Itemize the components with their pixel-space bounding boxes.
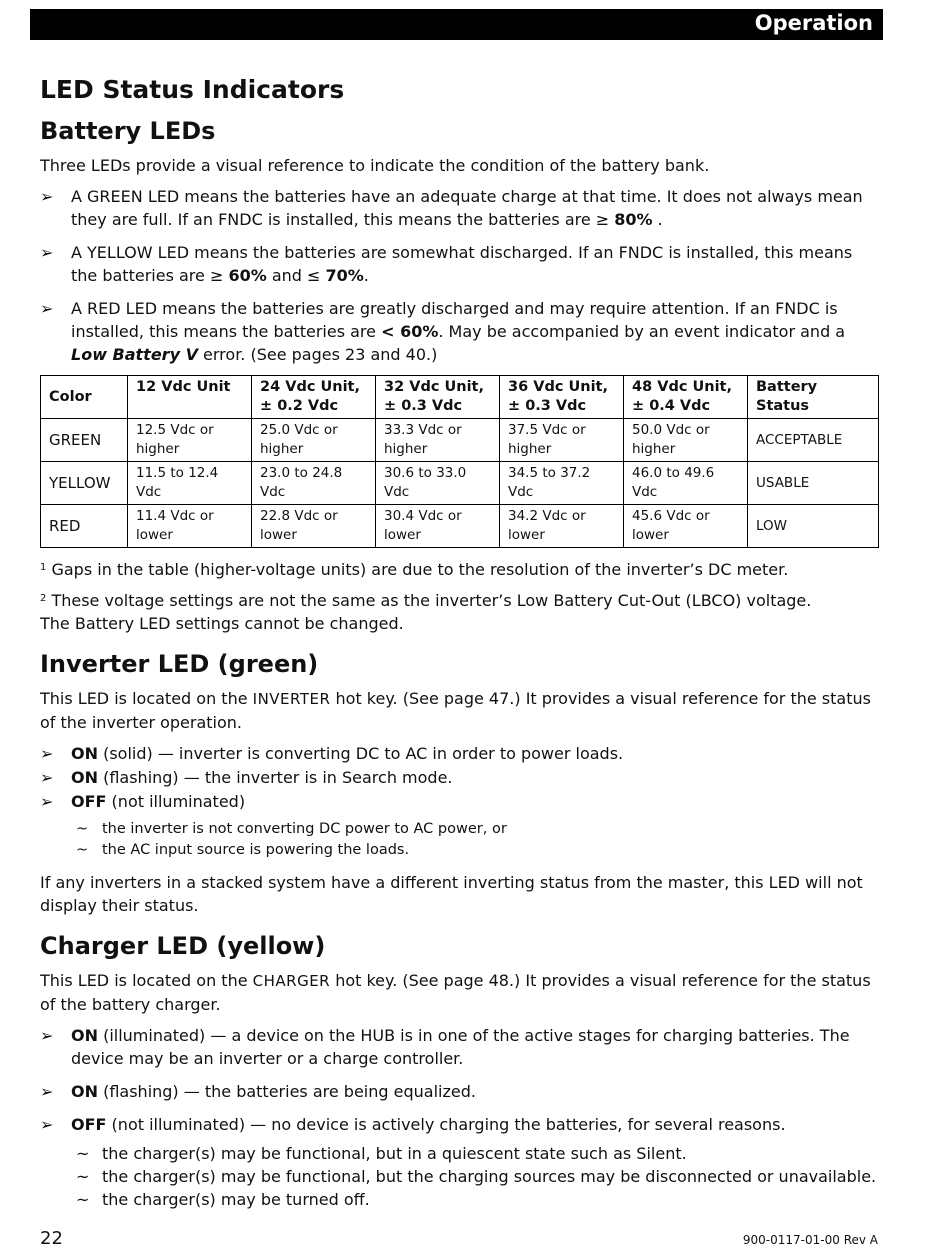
arrow-bullet-icon: ➢ (40, 792, 54, 811)
charger-hotkey-label: CHARGER (252, 972, 331, 990)
arrow-bullet-icon: ➢ (40, 243, 54, 262)
list-item: ~ the inverter is not converting DC power to AC power, or (76, 819, 880, 840)
list-item: ➢ ON (flashing) — the batteries are being equalized. (40, 1082, 476, 1101)
table-header-row (41, 376, 879, 419)
battery-heading: Battery LEDs (40, 117, 216, 145)
tilde-bullet-icon: ~ (76, 1167, 90, 1186)
column-header: Battery Status (748, 376, 879, 419)
column-header: Color (41, 376, 128, 419)
arrow-bullet-icon: ➢ (40, 768, 54, 787)
charger-sub-list (40, 1142, 880, 1211)
arrow-bullet-icon: ➢ (40, 744, 54, 763)
table-cell: 33.3 Vdc or higher (376, 419, 500, 462)
section-title: Operation (754, 11, 873, 35)
table-cell: LOW (748, 505, 879, 548)
list-item: ➢ ON (solid) — inverter is converting DC to AC in order to power loads. (40, 744, 624, 763)
battery-bullets (40, 185, 880, 366)
inverter-heading: Inverter LED (green) (40, 650, 319, 678)
list-item: ➢ ON (illuminated) — a device on the HUB is in one of the active stages for charging batteries. The device may be an inverter or a charge controller. (40, 1026, 850, 1068)
table-cell: 12.5 Vdc or higher (128, 419, 252, 462)
table-cell: 34.2 Vdc or lower (500, 505, 624, 548)
table-cell: 11.5 to 12.4 Vdc (128, 462, 252, 505)
table-cell: 37.5 Vdc or higher (500, 419, 624, 462)
list-item: ~ the AC input source is powering the loads. (76, 840, 880, 861)
table-cell: 46.0 to 49.6 Vdc (624, 462, 748, 505)
table-row (41, 419, 879, 462)
list-item: ➢ A GREEN LED means the batteries have an adequate charge at that time. It does not always mean they are full. If an FNDC is installed, this means the batteries are ≥ 80% . (40, 187, 863, 229)
list-item: ➢ A YELLOW LED means the batteries are somewhat discharged. If an FNDC is installed, this means the batteries are ≥ 60% and ≤ 70%. (40, 243, 853, 285)
list-item: ➢ ON (flashing) — the inverter is in Search mode. (40, 768, 453, 787)
column-header: 36 Vdc Unit, ± 0.3 Vdc (500, 376, 624, 419)
inverter-hotkey-label: INVERTER (252, 690, 331, 708)
tilde-bullet-icon: ~ (76, 842, 89, 858)
list-item: ~ the charger(s) may be functional, but in a quiescent state such as Silent. (76, 1144, 687, 1163)
charger-intro: This LED is located on the CHARGER hot key. (See page 48.) It provides a visual reference for the status of the battery charger. (40, 971, 871, 1014)
column-header: 12 Vdc Unit (128, 376, 252, 419)
footnote-1: $^1$ Gaps in the table (higher-voltage units) are due to the resolution of the inverter’s DC meter. (40, 560, 789, 579)
table-cell: 30.4 Vdc or lower (376, 505, 500, 548)
table-row (41, 462, 879, 505)
list-item: ~ the charger(s) may be functional, but the charging sources may be disconnected or unavailable. (76, 1167, 877, 1186)
arrow-bullet-icon: ➢ (40, 187, 54, 206)
column-header: 48 Vdc Unit, ± 0.4 Vdc (624, 376, 748, 419)
tilde-bullet-icon: ~ (76, 1144, 90, 1163)
column-header: 24 Vdc Unit, ± 0.2 Vdc (252, 376, 376, 419)
inverter-intro: This LED is located on the INVERTER hot key. (See page 47.) It provides a visual reference for the status of the inverter operation. (40, 689, 871, 732)
tilde-bullet-icon: ~ (76, 1190, 90, 1209)
document-id: 900-0117-01-00 Rev A (742, 1233, 878, 1247)
table-cell: USABLE (748, 462, 879, 505)
inverter-bullets (40, 742, 880, 813)
table-cell: YELLOW (41, 462, 128, 505)
inverter-note: If any inverters in a stacked system have a different inverting status from the master, this LED will not display their status. (40, 873, 863, 915)
table-cell: 22.8 Vdc or lower (252, 505, 376, 548)
table-cell: ACCEPTABLE (748, 419, 879, 462)
footnote-2: $^2$ These voltage settings are not the same as the inverter’s Low Battery Cut-Out (LBCO) voltage. The Battery LED settings cannot be changed. (40, 591, 812, 633)
list-item: ~ the charger(s) may be turned off. (76, 1190, 370, 1209)
list-item: ➢ OFF (not illuminated) — no device is actively charging the batteries, for several reasons. (40, 1115, 786, 1134)
charger-bullets (40, 1024, 880, 1136)
tilde-bullet-icon: ~ (76, 821, 89, 837)
table-cell: GREEN (41, 419, 128, 462)
battery-voltage-table (40, 375, 879, 548)
page-content (40, 70, 880, 1221)
page-title: LED Status Indicators (40, 75, 345, 104)
charger-heading: Charger LED (yellow) (40, 932, 326, 960)
table-cell: 11.4 Vdc or lower (128, 505, 252, 548)
table-cell: 34.5 to 37.2 Vdc (500, 462, 624, 505)
arrow-bullet-icon: ➢ (40, 299, 54, 318)
table-cell: 30.6 to 33.0 Vdc (376, 462, 500, 505)
page-number: 22 (40, 1228, 63, 1249)
list-item: ➢ OFF (not illuminated) (40, 792, 246, 811)
arrow-bullet-icon: ➢ (40, 1082, 54, 1101)
table-cell: 50.0 Vdc or higher (624, 419, 748, 462)
arrow-bullet-icon: ➢ (40, 1026, 54, 1045)
table-cell: 23.0 to 24.8 Vdc (252, 462, 376, 505)
inverter-sub-list (40, 819, 880, 861)
list-item: ➢ A RED LED means the batteries are greatly discharged and may require attention. If an FNDC is installed, this means the batteries are < 60%. May be accompanied by an event indicator and a Low Battery V error. (See pages 23 and 40.) (40, 299, 846, 364)
table-cell: 45.6 Vdc or lower (624, 505, 748, 548)
battery-intro: Three LEDs provide a visual reference to indicate the condition of the battery bank. (40, 156, 710, 175)
table-cell: RED (41, 505, 128, 548)
column-header: 32 Vdc Unit, ± 0.3 Vdc (376, 376, 500, 419)
table-cell: 25.0 Vdc or higher (252, 419, 376, 462)
table-row (41, 505, 879, 548)
section-header-bar (30, 9, 883, 40)
arrow-bullet-icon: ➢ (40, 1115, 54, 1134)
